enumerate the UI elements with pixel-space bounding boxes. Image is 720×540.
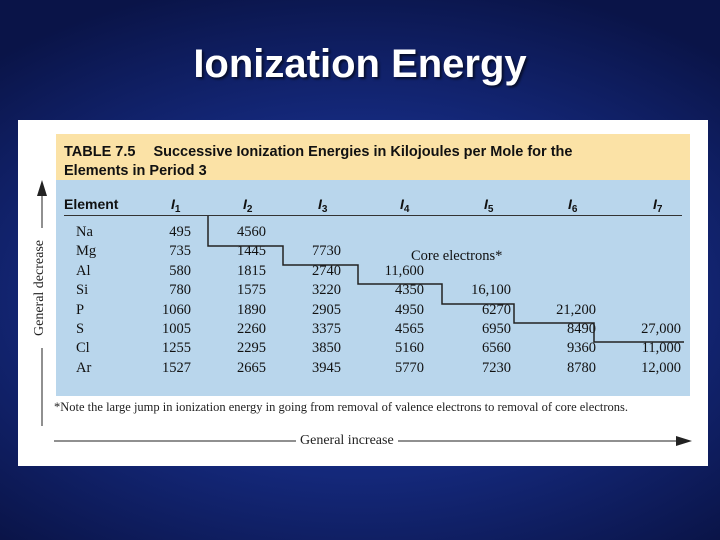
ionization-value: 735 [169,243,191,260]
header-subscript: 3 [321,204,328,215]
core-electrons-label: Core electrons* [411,248,503,264]
header-letter: I [171,196,175,212]
ionization-value: 2740 [312,262,341,279]
ionization-value: 1255 [162,340,191,357]
horizontal-arrow-head [676,436,692,446]
figure-panel [18,120,708,466]
ionization-value: 3850 [312,340,341,357]
element-symbol: P [76,301,85,318]
ionization-value: 3220 [312,282,341,299]
element-symbol: Ar [76,359,92,376]
header-letter: I [568,196,572,212]
table-number: TABLE 7.5 [64,144,136,160]
caption-line-1: Successive Ionization Energies in Kilojoules per Mole for the [153,144,573,160]
ionization-value: 6560 [482,340,511,357]
ionization-value: 3945 [312,359,341,376]
ionization-value: 8780 [567,359,596,376]
header-subscript: 2 [246,204,253,215]
ionization-value: 3375 [312,321,341,337]
element-symbol: Mg [76,243,97,260]
ionization-value: 4560 [237,224,266,240]
ionization-value: 1527 [162,359,191,376]
ionization-value: 495 [169,224,191,240]
ionization-value: 2295 [237,340,266,357]
general-decrease-label: General decrease [32,228,48,348]
element-symbol: Al [76,262,91,279]
ionization-value: 4565 [395,321,424,337]
element-symbol: Na [76,224,93,240]
ionization-value: 4350 [395,282,424,299]
caption-line-2: Elements in Period 3 [64,163,207,179]
ionization-value: 780 [169,282,191,299]
ionization-value: 2260 [237,321,266,337]
ionization-value: 11,600 [384,262,424,279]
ionization-value: 21,200 [556,301,596,318]
ionization-value: 4950 [395,301,424,318]
ionization-value: 1060 [162,301,191,318]
ionization-value: 2665 [237,359,266,376]
ionization-value: 2905 [312,301,341,318]
ionization-value: 580 [169,262,191,279]
ionization-value: 6950 [482,321,511,337]
slide-title: Ionization Energy [193,42,527,86]
trend-arrows [18,120,708,466]
ionization-value: 12,000 [641,359,681,376]
ionization-value: 7730 [312,243,341,260]
header-letter: I [653,196,657,212]
header-letter: I [400,196,404,212]
ionization-value: 27,000 [641,321,681,337]
header-letter: I [243,196,247,212]
ionization-value: 1575 [237,282,266,299]
element-symbol: S [76,321,85,337]
header-letter: I [318,196,322,212]
header-letter: I [484,196,488,212]
header-element: Element [64,196,119,212]
ionization-value: 16,100 [471,282,511,299]
ionization-value: 6270 [482,301,511,318]
ionization-value: 1005 [162,321,191,337]
header-subscript: 5 [487,204,494,215]
header-subscript: 7 [656,204,663,215]
ionization-value: 5160 [395,340,424,357]
ionization-value: 1445 [237,243,266,260]
element-symbol: Cl [76,340,90,357]
ionization-value: 11,000 [641,340,681,357]
vertical-arrow-head [37,180,47,196]
ionization-value: 5770 [395,359,424,376]
header-subscript: 1 [174,204,181,215]
ionization-value: 1815 [237,262,266,279]
general-increase-label: General increase [296,433,398,449]
ionization-value: 8490 [567,321,596,337]
element-symbol: Si [76,282,89,299]
header-subscript: 6 [571,204,578,215]
header-subscript: 4 [403,204,410,215]
ionization-value: 9360 [567,340,596,357]
ionization-value: 1890 [237,301,266,318]
ionization-value: 7230 [482,359,511,376]
table-footnote: *Note the large jump in ionization energy in going from removal of valence electrons to removal of core electrons. [54,400,628,414]
